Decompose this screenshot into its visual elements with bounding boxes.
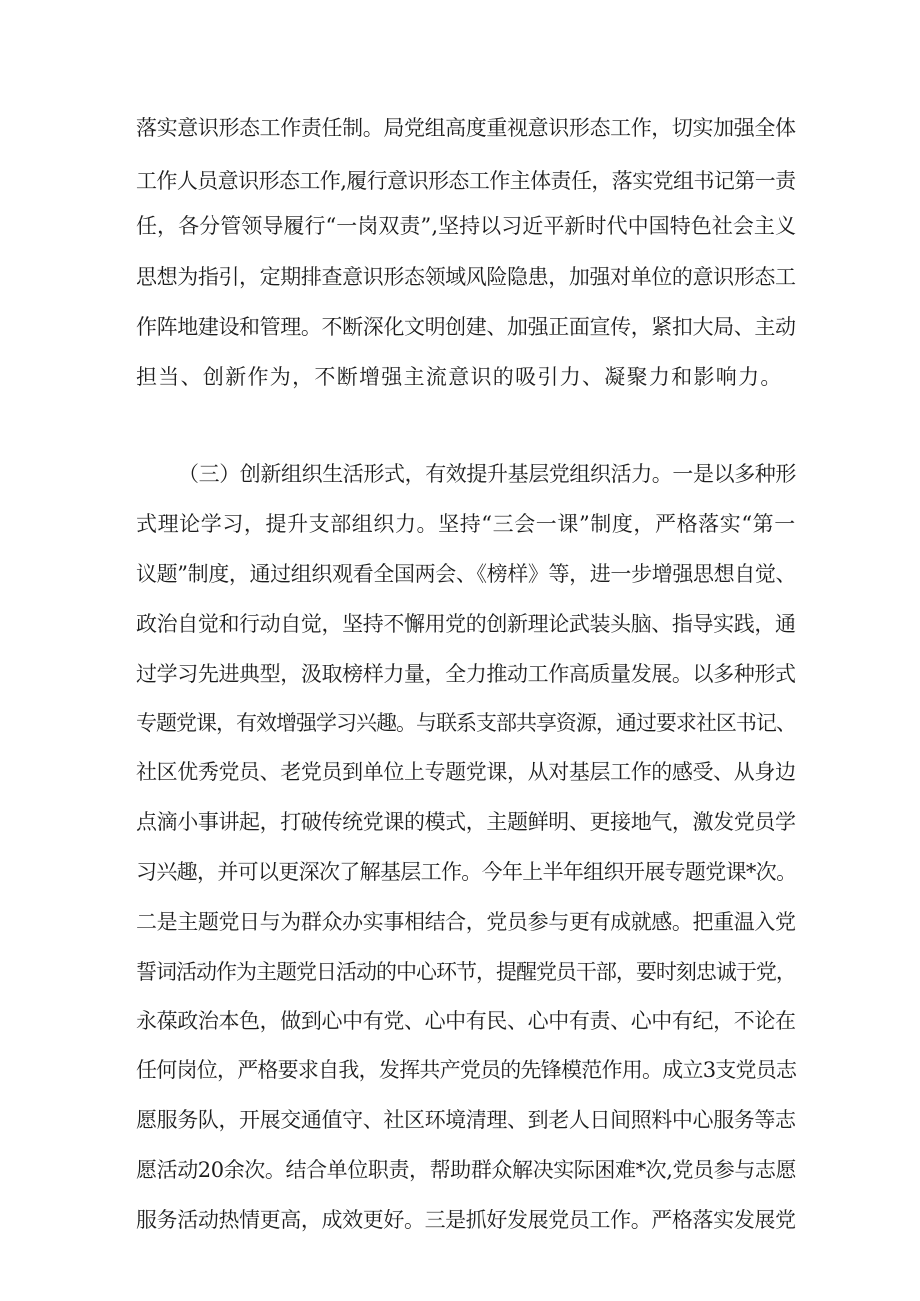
paragraph-1-line-1: 落实意识形态工作责任制。局党组高度重视意识形态工作，切实加强全体 bbox=[136, 116, 796, 140]
paragraph-2-line-3: 议题”制度，通过组织观看全国两会、《榜样》等，进一步增强思想自觉、 bbox=[136, 562, 797, 586]
paragraph-1-line-4: 思想为指引，定期排查意识形态领域风险隐患，加强对单位的意识形态工 bbox=[136, 265, 796, 289]
paragraph-1-line-2: 工作人员意识形态工作,履行意识形态工作主体责任，落实党组书记第一责 bbox=[136, 169, 796, 193]
paragraph-2-line-7: 社区优秀党员、老党员到单位上专题党课，从对基层工作的感受、从身边 bbox=[136, 760, 796, 784]
paragraph-2-line-10: 二是主题党日与为群众办实事相结合，党员参与更有成就感。把重温入党 bbox=[136, 910, 796, 934]
paragraph-2-line-14: 愿服务队，开展交通值守、社区环境清理、到老人日间照料中心服务等志 bbox=[136, 1108, 796, 1132]
paragraph-2-line-9: 习兴趣，并可以更深次了解基层工作。今年上半年组织开展专题党课*次。 bbox=[136, 860, 797, 884]
paragraph-1-line-5: 作阵地建设和管理。不断深化文明创建、加强正面宣传，紧扣大局、主动 bbox=[136, 315, 796, 339]
paragraph-2-line-12: 永葆政治本色，做到心中有党、心中有民、心中有责、心中有纪，不论在 bbox=[136, 1009, 796, 1033]
paragraph-2-line-5: 过学习先进典型，汲取榜样力量，全力推动工作高质量发展。以多种形式 bbox=[136, 662, 796, 686]
paragraph-2-line-1: （三）创新组织生活形式，有效提升基层党组织活力。一是以多种形 bbox=[178, 462, 796, 486]
paragraph-1-line-3: 任，各分管领导履行“一岗双责”,坚持以习近平新时代中国特色社会主义 bbox=[136, 214, 797, 238]
paragraph-2-line-6: 专题党课，有效增强学习兴趣。与联系支部共享资源，通过要求社区书记、 bbox=[136, 711, 796, 735]
paragraph-2-line-2: 式理论学习，提升支部组织力。坚持“三会一课”制度，严格落实“第一 bbox=[136, 512, 796, 536]
paragraph-2-line-15: 愿活动20余次。结合单位职责，帮助群众解决实际困难*次,党员参与志愿 bbox=[136, 1158, 797, 1182]
paragraph-2-line-4: 政治自觉和行动自觉，坚持不懈用党的创新理论武装头脑、指导实践，通 bbox=[136, 612, 796, 636]
paragraph-2-line-11: 誓词活动作为主题党日活动的中心环节，提醒党员干部，要时刻忠诚于党， bbox=[136, 960, 796, 984]
paragraph-2-line-16: 服务活动热情更高，成效更好。三是抓好发展党员工作。严格落实发展党 bbox=[136, 1208, 796, 1232]
paragraph-2-line-13: 任何岗位，严格要求自我，发挥共产党员的先锋模范作用。成立3支党员志 bbox=[136, 1058, 797, 1082]
paragraph-2-line-8: 点滴小事讲起，打破传统党课的模式，主题鲜明、更接地气，激发党员学 bbox=[136, 810, 796, 834]
paragraph-1-line-6: 担当、创新作为，不断增强主流意识的吸引力、凝聚力和影响力。 bbox=[136, 365, 783, 389]
